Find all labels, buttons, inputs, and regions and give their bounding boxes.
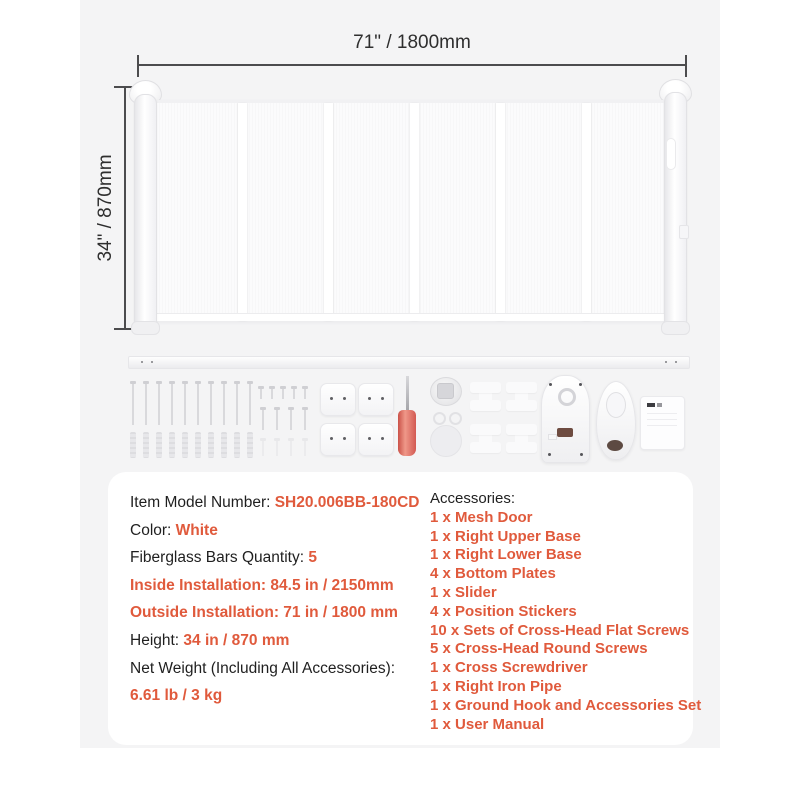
spec-label: Color: (130, 521, 176, 539)
washer-icon (433, 412, 446, 425)
gate-panel-divider (496, 103, 505, 321)
accessory-item: 1 x Right Iron Pipe (430, 677, 562, 695)
bottom-plate-icon (358, 383, 394, 416)
spec-value: SH20.006BB-180CD (274, 494, 420, 511)
spec-label: Height: (130, 631, 184, 649)
spec-value: 34 in / 870 mm (183, 631, 290, 649)
width-dimension-label: 71" / 1800mm (353, 32, 471, 53)
spec-row-color (130, 517, 422, 545)
position-sticker-icon (506, 382, 537, 411)
accessories-list (430, 490, 702, 734)
spec-row-model (130, 489, 422, 517)
spec-row-net-weight-value (130, 682, 422, 710)
accessory-item: 1 x User Manual (430, 715, 545, 733)
spec-value: 5 (308, 549, 317, 567)
right-upper-base-icon (541, 375, 590, 463)
height-dimension-line (124, 86, 126, 330)
accessory-item: 1 x Slider (430, 583, 497, 601)
spec-label: Outside Installation: (130, 604, 284, 622)
accessory-item: 1 x Right Lower Base (430, 546, 582, 564)
accessory-item: 1 x Right Upper Base (430, 527, 581, 545)
gate-panel-divider (324, 103, 333, 321)
gate-panel-divider (582, 103, 591, 321)
accessories-title: Accessories: (430, 490, 516, 507)
spec-value: 71 in / 1800 mm (283, 604, 398, 622)
spec-label: Fiberglass Bars Quantity: (130, 549, 309, 567)
spec-row-inside-installation (130, 572, 422, 600)
accessory-item: 1 x Ground Hook and Accessories Set (430, 696, 702, 714)
gate-handle (666, 138, 676, 170)
accessory-item: 1 x Mesh Door (430, 508, 533, 526)
product-photo (80, 0, 720, 748)
right-pole-base (661, 321, 690, 335)
gate-panel-divider (410, 103, 419, 321)
spec-row-outside-installation (130, 599, 422, 627)
spec-value: 6.61 lb / 3 kg (130, 687, 223, 705)
width-dimension-line (137, 64, 687, 66)
user-manual-icon (640, 396, 685, 450)
bottom-plate-icon (320, 383, 356, 416)
gate-bottom-rail (156, 313, 672, 321)
position-sticker-icon (470, 382, 501, 411)
position-sticker-icon (470, 424, 501, 453)
spec-row-net-weight (130, 655, 422, 683)
left-pole (134, 94, 157, 333)
washer-icon (449, 412, 462, 425)
wall-rail-icon (128, 356, 690, 369)
spec-card (108, 472, 702, 745)
bottom-plate-icon (320, 423, 356, 456)
accessory-item: 4 x Position Stickers (430, 602, 577, 620)
position-sticker-icon (506, 424, 537, 453)
accessory-item: 4 x Bottom Plates (430, 565, 556, 583)
right-lower-base-icon (596, 381, 636, 460)
right-pole (664, 92, 687, 333)
accessory-item: 10 x Sets of Cross-Head Flat Screws (430, 621, 690, 639)
spec-row-height (130, 627, 422, 655)
spec-list (130, 489, 422, 710)
accessory-item: 5 x Cross-Head Round Screws (430, 640, 648, 658)
round-plate-icon (430, 425, 462, 457)
spec-value: 84.5 in / 2150mm (270, 576, 394, 594)
gate-panel-divider (238, 103, 247, 321)
height-dimension-label: 34" / 870mm (95, 154, 116, 262)
gate-latch (679, 225, 689, 239)
spec-value: White (175, 521, 218, 539)
spec-label: Item Model Number: (130, 494, 275, 511)
left-pole-base (131, 321, 160, 335)
mesh-gate (155, 100, 673, 322)
accessory-item: 1 x Cross Screwdriver (430, 659, 588, 677)
bottom-plate-icon (358, 423, 394, 456)
spec-label: Inside Installation: (130, 576, 271, 594)
spec-row-bars-quantity (130, 544, 422, 572)
spec-label: Net Weight (Including All Accessories): (130, 659, 396, 677)
